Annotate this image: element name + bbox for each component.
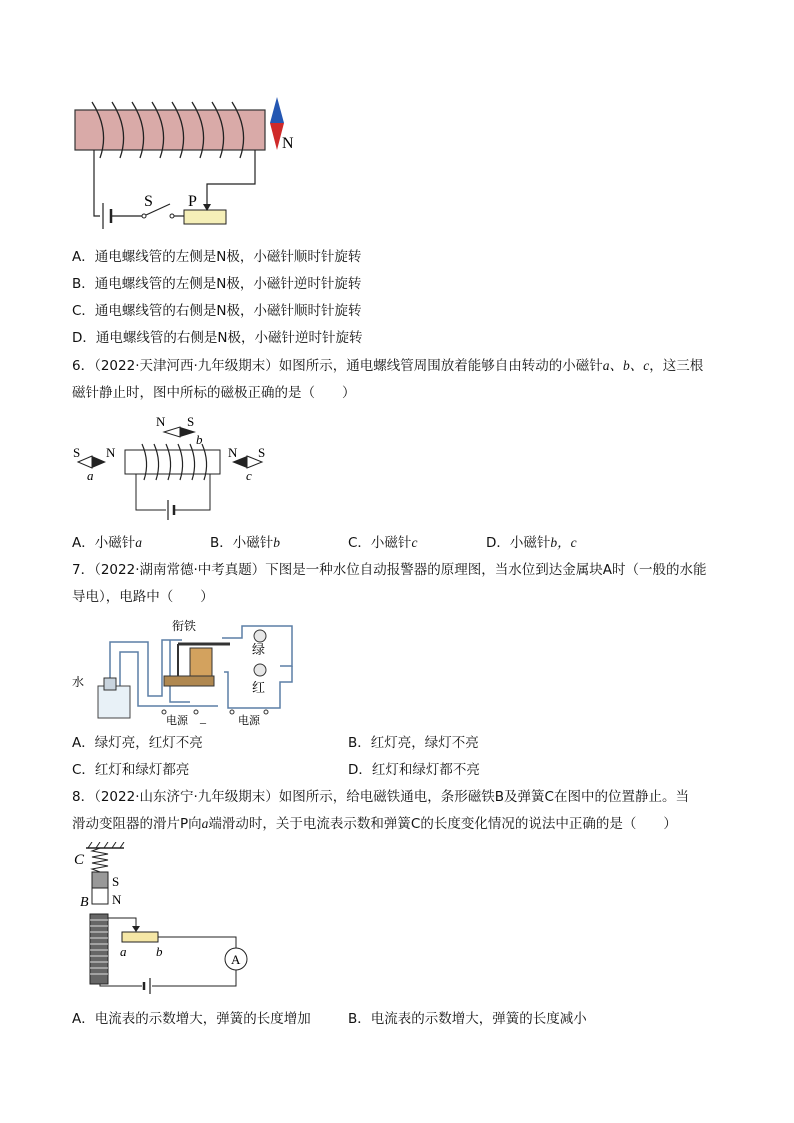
q6-stem-line1: 6．（2022·天津河西·九年级期末）如图所示，通电螺线管周围放着能够自由转动的小磁针a、b、c，这三根 bbox=[72, 358, 704, 374]
metal-block bbox=[104, 678, 116, 690]
q7-option-d: D．红灯和绿灯都不亮 bbox=[348, 762, 480, 778]
magnet-b-label: B bbox=[80, 895, 89, 910]
q8-option-a: A．电流表的示数增大，弹簧的长度增加 bbox=[72, 1011, 311, 1027]
wire-right bbox=[207, 150, 255, 208]
bar-magnet-s bbox=[92, 872, 108, 888]
q7-figure bbox=[70, 612, 300, 727]
q5-option-a: A．通电螺线管的左侧是N极，小磁针顺时针旋转 bbox=[72, 249, 362, 265]
q7-stem-line1: 7．（2022·湖南常德·中考真题）下图是一种水位自动报警器的原理图，当水位到达金属块A时（一般的水能 bbox=[72, 562, 707, 578]
end-b-label: b bbox=[156, 944, 163, 959]
magnet-s-label: S bbox=[112, 874, 120, 889]
spring bbox=[92, 848, 108, 872]
water-label: 水 bbox=[72, 675, 85, 689]
water-beaker bbox=[98, 686, 130, 718]
q8-figure bbox=[70, 842, 260, 1000]
q8-stem-line2: 滑动变阻器的滑片P向a端滑动时，关于电流表示数和弹簧C的长度变化情况的说法中正确的是（ ） bbox=[72, 816, 677, 832]
q6-figure bbox=[70, 410, 280, 525]
green-label: 绿 bbox=[252, 643, 266, 658]
needle-a-name: a bbox=[87, 468, 94, 483]
needle-c-n: N bbox=[228, 445, 238, 460]
ammeter-label: A bbox=[231, 952, 241, 967]
switch-label: S bbox=[144, 193, 153, 210]
q5-option-b: B．通电螺线管的左侧是N极，小磁针逆时针旋转 bbox=[72, 276, 362, 292]
q7-option-c: C．红灯和绿灯都亮 bbox=[72, 762, 190, 778]
magnet-n-label: N bbox=[112, 892, 122, 907]
q7-option-b: B．红灯亮，绿灯不亮 bbox=[348, 735, 479, 751]
needle-b-n: N bbox=[156, 414, 166, 429]
slider-label: P bbox=[188, 193, 197, 210]
rheostat bbox=[184, 210, 226, 224]
power-label-1: 电源 bbox=[166, 714, 188, 727]
needle-c-s: S bbox=[258, 445, 266, 460]
electromagnet-coil bbox=[190, 648, 212, 676]
q6-option-c: C．小磁针c bbox=[348, 535, 418, 551]
q5-figure bbox=[70, 92, 310, 237]
rheostat-ab bbox=[122, 932, 158, 942]
q8-stem-line1: 8．（2022·山东济宁·九年级期末）如图所示，给电磁铁通电，条形磁铁B及弹簧C在图中的位置静止。当 bbox=[72, 789, 689, 805]
end-a-label: a bbox=[120, 944, 127, 959]
needle-c-name: c bbox=[246, 468, 252, 483]
red-bulb bbox=[254, 664, 266, 676]
q5-option-d: D．通电螺线管的右侧是N极，小磁针逆时针旋转 bbox=[72, 330, 363, 346]
needle-a-n: N bbox=[106, 445, 116, 460]
slider-p bbox=[132, 926, 140, 932]
q6-option-a: A．小磁针a bbox=[72, 535, 142, 551]
q6-stem-line2: 磁针静止时，图中所标的磁极正确的是（ ） bbox=[72, 385, 356, 401]
green-bulb bbox=[254, 630, 266, 642]
q8-option-b: B．电流表的示数增大，弹簧的长度减小 bbox=[348, 1011, 587, 1027]
armature-label: 衔铁 bbox=[172, 619, 197, 633]
electromagnet-base bbox=[164, 676, 214, 686]
bar-magnet-n bbox=[92, 888, 108, 904]
minus-label: _ bbox=[200, 711, 206, 725]
q6-option-b: B．小磁针b bbox=[210, 535, 281, 551]
q5-option-c: C．通电螺线管的右侧是N极，小磁针顺时针旋转 bbox=[72, 303, 362, 319]
q7-option-a: A．绿灯亮，红灯不亮 bbox=[72, 735, 203, 751]
switch-contact bbox=[142, 214, 146, 218]
q7-stem-line2: 导电），电路中（ ） bbox=[72, 589, 214, 605]
needle-a-s: S bbox=[73, 445, 81, 460]
spring-label: C bbox=[74, 852, 85, 868]
needle-b bbox=[164, 427, 180, 437]
red-label: 红 bbox=[252, 681, 266, 696]
wire-left bbox=[94, 150, 100, 216]
power-label-2: 电源 bbox=[238, 714, 260, 727]
q6-option-d: D．小磁针b，c bbox=[486, 535, 577, 551]
compass-n-label: N bbox=[282, 135, 294, 152]
needle-b-name: b bbox=[196, 432, 203, 447]
needle-b-s: S bbox=[187, 414, 195, 429]
compass-north-half bbox=[270, 97, 284, 123]
